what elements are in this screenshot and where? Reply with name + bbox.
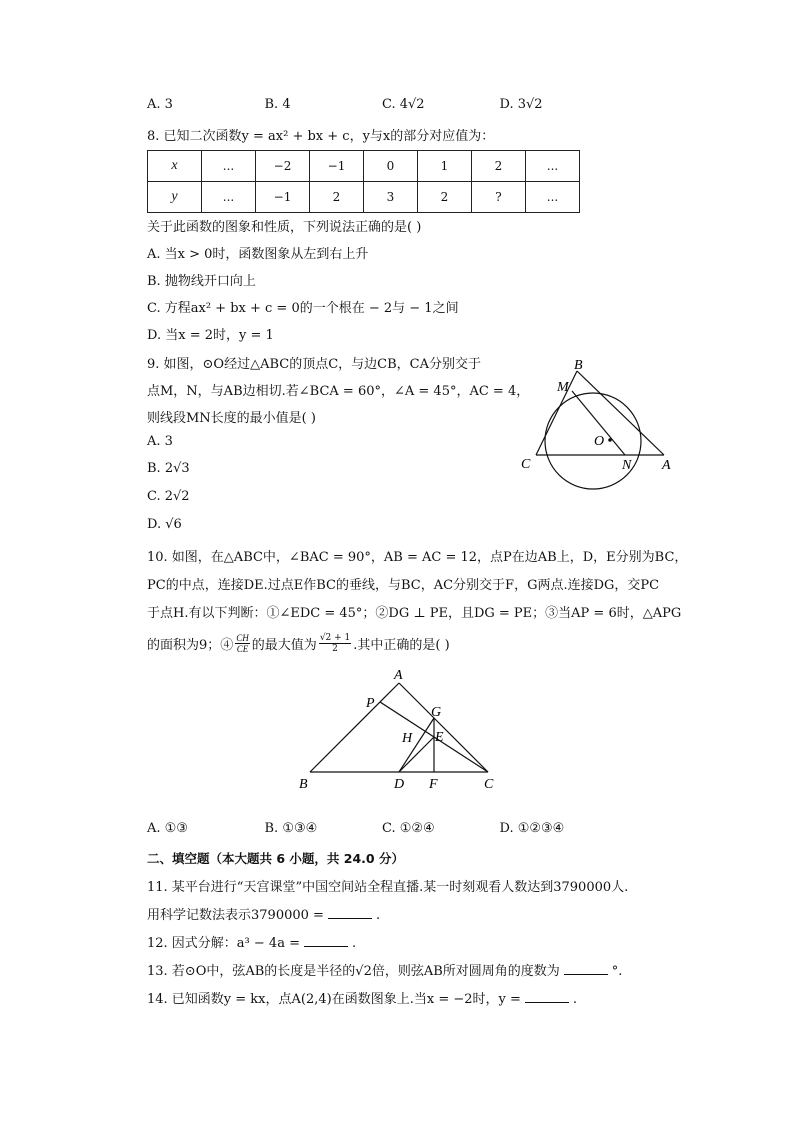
q13-end: °. — [611, 964, 623, 979]
q7-options — [147, 97, 617, 112]
fraction-denominator: CE — [236, 644, 249, 654]
answer-blank[interactable] — [328, 906, 372, 919]
q8-question: 关于此函数的图象和性质，下列说法正确的是( ) — [147, 220, 422, 235]
q7-option-a: A. 3 — [147, 97, 173, 112]
table-cell: 1 — [418, 151, 472, 182]
center-dot — [608, 438, 612, 442]
q10-line-2: PC的中点，连接DE.过点E作BC的垂线，与BC，AC分别交于F，G两点.连接DG，交PC — [147, 578, 660, 593]
label-g: G — [431, 705, 442, 720]
table-cell: 2 — [472, 151, 526, 182]
q11-line-2-end: . — [375, 908, 381, 923]
q10-options — [147, 821, 617, 836]
q9-option-c: C. 2√2 — [147, 489, 190, 504]
table-cell: 0 — [364, 151, 418, 182]
table-cell: ... — [526, 151, 580, 182]
label-c: C — [484, 777, 494, 792]
q8-option-a: A. 当x > 0时，函数图象从左到右上升 — [147, 247, 369, 262]
q7-option-b: B. 4 — [264, 97, 291, 112]
label-m: M — [557, 380, 569, 395]
section-heading: 二、填空题（本大题共 6 小题，共 24.0 分） — [147, 851, 404, 866]
table-cell: ? — [472, 182, 526, 213]
q10-line-4 — [147, 633, 450, 654]
label-b: B — [299, 777, 308, 792]
q8-option-c: C. 方程ax² + bx + c = 0的一个根在 − 2与 − 1之间 — [147, 301, 459, 316]
q13 — [147, 960, 622, 979]
q9-line-1: 9. 如图，⊙O经过△ABC的顶点C，与边CB，CA分别交于 — [147, 357, 481, 372]
label-p: P — [366, 696, 375, 711]
label-a: A — [394, 668, 403, 683]
q9-option-d: D. √6 — [147, 517, 182, 532]
label-e: E — [435, 730, 444, 745]
q12 — [147, 932, 356, 951]
q7-option-d: D. 3√2 — [499, 97, 543, 112]
fraction-numerator: CH — [236, 633, 249, 643]
q12-text: 12. 因式分解：a³ − 4a = — [147, 936, 300, 951]
q9-option-a: A. 3 — [147, 434, 173, 449]
q12-end: . — [351, 936, 357, 951]
q11-line-2 — [147, 904, 380, 923]
label-n: N — [622, 458, 632, 473]
q10-line-1: 10. 如图，在△ABC中，∠BAC = 90°，AB = AC = 12，点P在边AB上，D，E分别为BC， — [147, 550, 688, 565]
q10-line-3: 于点H.有以下判断：①∠EDC = 45°；②DG ⊥ PE，且DG = PE；③当AP = 6时，△APG — [147, 606, 682, 621]
label-a: A — [662, 458, 671, 473]
table-cell: −1 — [256, 182, 310, 213]
q10-option-b: B. ①③④ — [264, 821, 318, 836]
q7-option-c: C. 4√2 — [382, 97, 425, 112]
table-cell: ... — [202, 182, 256, 213]
q10-figure — [290, 665, 510, 795]
q11-line-2-text: 用科学记数法表示3790000 = — [147, 908, 324, 923]
q14-text: 14. 已知函数y = kx，点A(2,4)在函数图象上.当x = −2时，y = — [147, 992, 521, 1007]
side-ab — [310, 683, 399, 772]
q14 — [147, 988, 577, 1007]
label-b: B — [574, 358, 583, 373]
q10-option-a: A. ①③ — [147, 821, 188, 836]
q11-line-1: 11. 某平台进行“天宫课堂”中国空间站全程直播.某一时刻观看人数达到3790000人. — [147, 880, 629, 895]
q9-line-2: 点M，N，与AB边相切.若∠BCA = 60°，∠A = 45°，AC = 4， — [147, 384, 530, 399]
table-cell: x — [148, 151, 202, 182]
label-o: O — [594, 434, 605, 449]
label-c: C — [521, 457, 531, 472]
q8-stem: 8. 已知二次函数y = ax² + bx + c，y与x的部分对应值为： — [147, 129, 495, 144]
table-cell: 2 — [418, 182, 472, 213]
table-cell: 2 — [310, 182, 364, 213]
table-row-x — [148, 151, 580, 182]
answer-blank[interactable] — [304, 934, 348, 947]
table-cell: −2 — [256, 151, 310, 182]
q13-text: 13. 若⊙O中，弦AB的长度是半径的√2倍，则弦AB所对圆周角的度数为 — [147, 964, 560, 979]
q9-option-b: B. 2√3 — [147, 461, 190, 476]
table-cell: ... — [526, 182, 580, 213]
answer-blank[interactable] — [564, 962, 608, 975]
q10-line-4-end: .其中正确的是( ) — [353, 638, 450, 653]
fraction-numerator: √2 + 1 — [319, 633, 351, 643]
table-row-y — [148, 182, 580, 213]
label-d: D — [394, 777, 405, 792]
table-cell: −1 — [310, 151, 364, 182]
q10-option-c: C. ①②④ — [382, 821, 435, 836]
q10-option-d: D. ①②③④ — [499, 821, 565, 836]
q10-line-4-start: 的面积为9；④ — [147, 638, 234, 653]
q8-value-table — [147, 150, 580, 213]
q10-line-4-mid: 的最大值为 — [251, 638, 317, 653]
label-f: F — [429, 777, 438, 792]
table-cell: 3 — [364, 182, 418, 213]
fraction-max-value — [319, 633, 351, 654]
q14-end: . — [572, 992, 578, 1007]
label-h: H — [402, 731, 413, 746]
answer-blank[interactable] — [525, 990, 569, 1003]
table-cell: y — [148, 182, 202, 213]
fraction-ch-ce — [235, 633, 250, 654]
q8-option-d: D. 当x = 2时，y = 1 — [147, 328, 274, 343]
fraction-denominator: 2 — [332, 644, 338, 654]
q9-figure — [510, 355, 685, 495]
table-cell: ... — [202, 151, 256, 182]
q9-line-3: 则线段MN长度的最小值是( ) — [147, 411, 316, 426]
q8-option-b: B. 抛物线开口向上 — [147, 274, 256, 289]
